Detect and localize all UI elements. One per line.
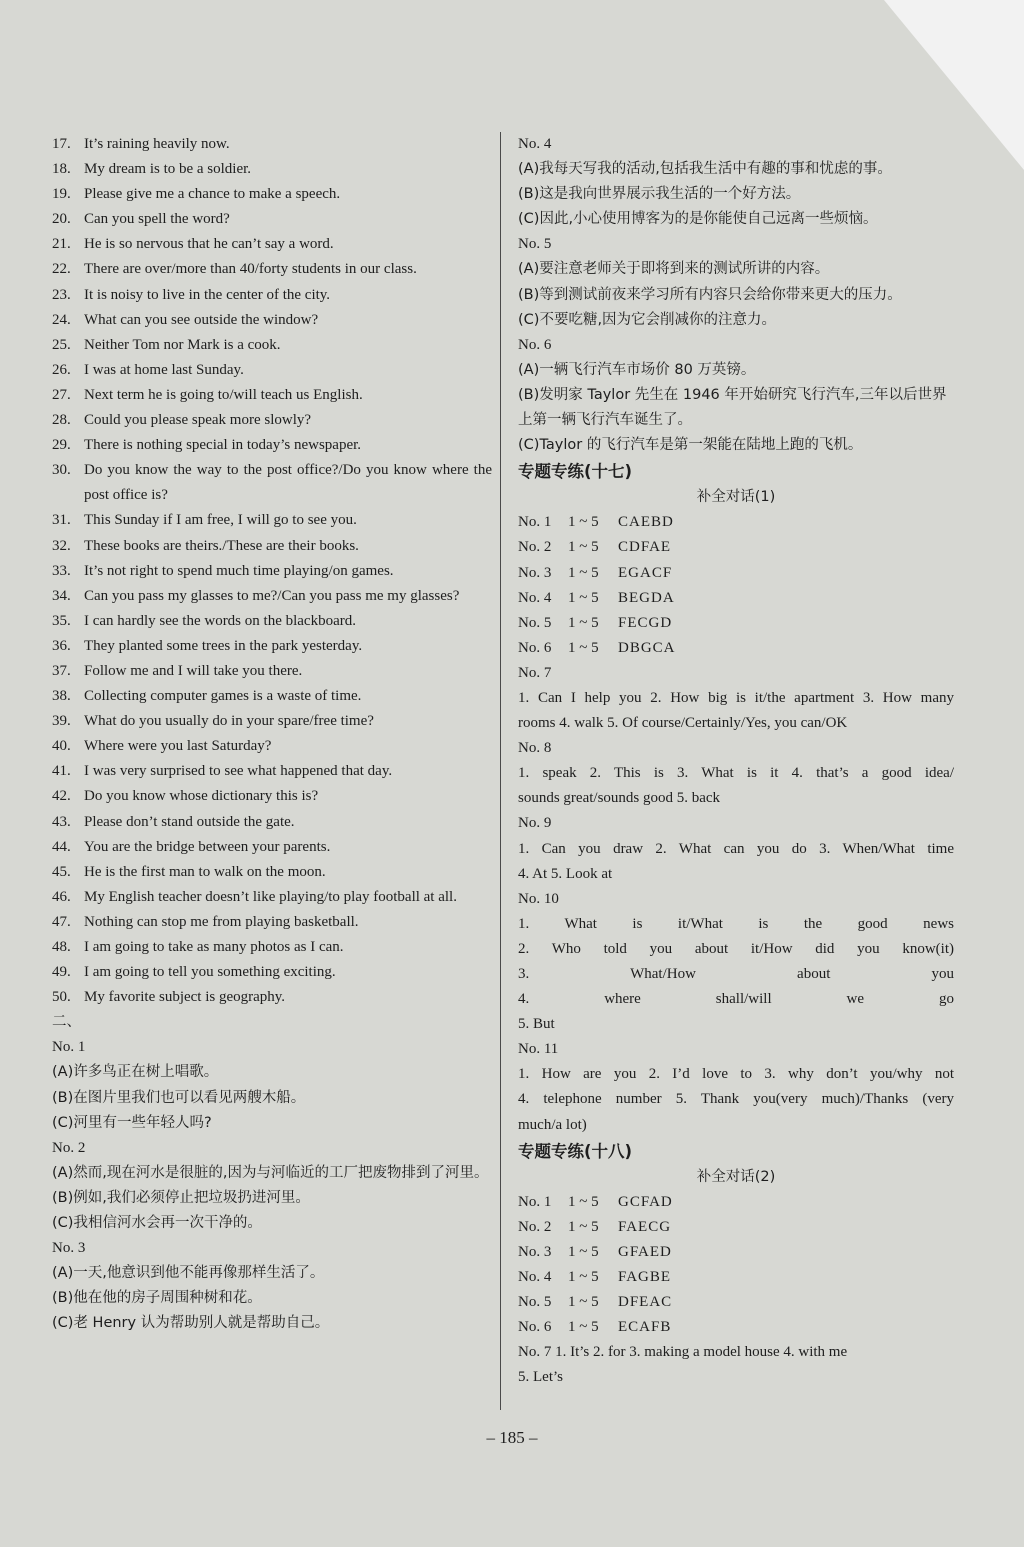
sentence-answer bbox=[52, 810, 492, 835]
sentence-text: Collecting computer games is a waste of time. bbox=[84, 688, 362, 705]
sentence-answer bbox=[52, 157, 492, 182]
sentence-answer bbox=[52, 659, 492, 684]
sentence-number: 48. bbox=[52, 939, 71, 955]
answer-row bbox=[518, 586, 954, 611]
sentence-text: These books are theirs./These are their books. bbox=[84, 537, 359, 554]
answer-letters: DBGCA bbox=[618, 639, 676, 656]
sentence-number: 29. bbox=[52, 437, 71, 454]
sentence-answer bbox=[52, 935, 492, 960]
sentence-number: 17. bbox=[52, 136, 71, 152]
answer-range: 1 ~ 5 bbox=[568, 614, 599, 631]
answer-letters: GCFAD bbox=[618, 1193, 673, 1210]
answer-row bbox=[518, 510, 954, 535]
sentence-answer bbox=[52, 835, 492, 860]
answer-letters: DFEAC bbox=[618, 1294, 673, 1311]
sentence-number: 49. bbox=[52, 964, 71, 981]
translation-number: No. 4 bbox=[518, 136, 552, 152]
answer-letters: CAEBD bbox=[618, 514, 674, 531]
translation-sentence: (C)因此,小心使用博客为的是你能使自己远离一些烦恼。 bbox=[518, 211, 878, 228]
sentence-text: I am going to tell you something exciting. bbox=[84, 964, 336, 981]
answer-range: 1 ~ 5 bbox=[568, 564, 599, 581]
answer-row bbox=[518, 1190, 954, 1215]
left-column bbox=[52, 132, 492, 1337]
answer-number: No. 5 bbox=[518, 614, 552, 631]
sentence-text: I was at home last Sunday. bbox=[84, 361, 244, 378]
translation-sentence: (A)一天,他意识到他不能再像那样生活了。 bbox=[52, 1265, 325, 1282]
answer-number: No. 1 bbox=[518, 514, 552, 531]
sentence-number: 31. bbox=[52, 512, 71, 529]
answer-number: No. 1 bbox=[518, 1193, 552, 1210]
sentence-text: Do you know the way to the post office?/Do you know where the post office is? bbox=[84, 462, 492, 504]
answer-number: No. 6 bbox=[518, 1319, 552, 1336]
answer-letters: GFAED bbox=[618, 1243, 672, 1260]
sentence-answer bbox=[52, 333, 492, 358]
sentence-answer bbox=[52, 910, 492, 935]
sentence-text: Neither Tom nor Mark is a cook. bbox=[84, 336, 281, 353]
fill-answer-line: 2. Who told you about it/How did you know(it) bbox=[518, 940, 954, 957]
sentence-text: He is the first man to walk on the moon. bbox=[84, 863, 326, 880]
translation-sentence: (A)然而,现在河水是很脏的,因为与河临近的工厂把废物排到了河里。 bbox=[52, 1164, 489, 1181]
translation-sentence: (C)我相信河水会再一次干净的。 bbox=[52, 1215, 262, 1232]
answer-number: No. 4 bbox=[518, 589, 552, 606]
translation-number: No. 5 bbox=[518, 236, 552, 253]
sentence-answer bbox=[52, 709, 492, 734]
sentence-answer bbox=[52, 132, 492, 157]
answer-letters: CDFAE bbox=[618, 539, 672, 556]
translation-sentence: (A)我每天写我的活动,包括我生活中有趣的事和忧虑的事。 bbox=[518, 161, 892, 178]
sentence-number: 50. bbox=[52, 989, 71, 1006]
sentence-text: I was very surprised to see what happened that day. bbox=[84, 763, 393, 780]
sentence-answer bbox=[52, 207, 492, 232]
sentence-answer bbox=[52, 433, 492, 458]
fill-number: No. 7 bbox=[518, 1344, 552, 1361]
answer-number: No. 3 bbox=[518, 1243, 552, 1260]
sentence-text: There is nothing special in today’s newspaper. bbox=[84, 437, 362, 454]
sentence-number: 39. bbox=[52, 713, 71, 730]
answer-row bbox=[518, 611, 954, 636]
sentence-text: They planted some trees in the park yesterday. bbox=[84, 637, 363, 654]
sentence-text: Do you know whose dictionary this is? bbox=[84, 788, 319, 805]
sentence-number: 37. bbox=[52, 662, 71, 679]
answer-letters: BEGDA bbox=[618, 589, 675, 606]
column-divider bbox=[500, 132, 501, 1410]
sentence-text: You are the bridge between your parents. bbox=[84, 838, 331, 855]
translation-number: No. 1 bbox=[52, 1039, 86, 1056]
sentence-number: 38. bbox=[52, 688, 71, 705]
fill-answer-line: 1. What is it/What is the good news bbox=[518, 915, 954, 932]
translation-sentence: (A)许多鸟正在树上唱歌。 bbox=[52, 1064, 219, 1081]
sentence-answer bbox=[52, 559, 492, 584]
sentence-number: 19. bbox=[52, 186, 71, 203]
answer-row bbox=[518, 561, 954, 586]
sentence-text: It’s not right to spend much time playing/on games. bbox=[84, 562, 394, 579]
sentence-number: 46. bbox=[52, 888, 71, 905]
answer-number: No. 3 bbox=[518, 564, 552, 581]
answer-letters: FECGD bbox=[618, 614, 673, 631]
translation-sentence: (B)等到测试前夜来学习所有内容只会给你带来更大的压力。 bbox=[518, 286, 902, 303]
sentence-text: It is noisy to live in the center of the city. bbox=[84, 286, 331, 303]
fill-number: No. 9 bbox=[518, 815, 552, 832]
sentence-number: 47. bbox=[52, 913, 71, 930]
fill-number: No. 11 bbox=[518, 1041, 559, 1058]
answer-range: 1 ~ 5 bbox=[568, 1193, 599, 1210]
translation-sentence: (C)Taylor 的飞行汽车是第一架能在陆地上跑的飞机。 bbox=[518, 437, 863, 454]
answer-number: No. 4 bbox=[518, 1269, 552, 1286]
answer-letters: EGACF bbox=[618, 564, 673, 581]
translation-number: No. 3 bbox=[52, 1240, 86, 1257]
translation-number: No. 6 bbox=[518, 336, 552, 353]
answer-row bbox=[518, 1290, 954, 1315]
fill-number: No. 10 bbox=[518, 890, 559, 907]
sentence-text: Please give me a chance to make a speech. bbox=[84, 186, 341, 203]
translation-sentence: (C)老 Henry 认为帮助别人就是帮助自己。 bbox=[52, 1315, 330, 1332]
answer-range: 1 ~ 5 bbox=[568, 539, 599, 556]
sentence-number: 21. bbox=[52, 236, 71, 253]
fill-answer-line: 1. Can I help you 2. How big is it/the apartment 3. How many bbox=[518, 689, 954, 706]
sentence-answer bbox=[52, 960, 492, 985]
fill-answer-line: rooms 4. walk 5. Of course/Certainly/Yes, you can/OK bbox=[518, 715, 848, 732]
section-title-17: 专题专练(十七) bbox=[518, 462, 633, 482]
section-title-18: 专题专练(十八) bbox=[518, 1141, 633, 1161]
answer-range: 1 ~ 5 bbox=[568, 1218, 599, 1235]
fill-answer-line: 1. speak 2. This is 3. What is it 4. that’s a good idea/ bbox=[518, 765, 954, 782]
answer-letters: FAECG bbox=[618, 1218, 672, 1235]
fill-answer-line: much/a lot) bbox=[518, 1116, 587, 1133]
part-two-label: 二、 bbox=[52, 1014, 81, 1031]
sentence-text: Follow me and I will take you there. bbox=[84, 662, 303, 679]
answer-number: No. 6 bbox=[518, 639, 552, 656]
sentence-number: 33. bbox=[52, 562, 71, 579]
fill-answer-line: 5. But bbox=[518, 1016, 555, 1033]
section-subtitle-18 bbox=[518, 1165, 954, 1190]
answer-number: No. 2 bbox=[518, 539, 552, 556]
sentence-answer bbox=[52, 634, 492, 659]
sentence-text: What can you see outside the window? bbox=[84, 311, 319, 328]
sentence-answer bbox=[52, 408, 492, 433]
sentence-answer bbox=[52, 534, 492, 559]
answer-range: 1 ~ 5 bbox=[568, 639, 599, 656]
sentence-answer bbox=[52, 734, 492, 759]
sentence-answer bbox=[52, 308, 492, 333]
sentence-answer bbox=[52, 985, 492, 1010]
answer-range: 1 ~ 5 bbox=[568, 1294, 599, 1311]
sentence-number: 36. bbox=[52, 637, 71, 654]
translation-sentence: (B)他在他的房子周围种树和花。 bbox=[52, 1290, 262, 1307]
fill-answer-line: 5. Let’s bbox=[518, 1369, 563, 1386]
sentence-number: 32. bbox=[52, 537, 71, 554]
sentence-text: It’s raining heavily now. bbox=[84, 136, 230, 152]
sentence-text: This Sunday if I am free, I will go to see you. bbox=[84, 512, 357, 529]
answer-range: 1 ~ 5 bbox=[568, 1243, 599, 1260]
answer-letters: FAGBE bbox=[618, 1269, 672, 1286]
sentence-text: He is so nervous that he can’t say a word. bbox=[84, 236, 334, 253]
subtitle-text: 补全对话(2) bbox=[696, 1168, 776, 1185]
sentence-answer bbox=[52, 182, 492, 207]
sentence-number: 45. bbox=[52, 863, 71, 880]
translation-sentence: (B)这是我向世界展示我生活的一个好方法。 bbox=[518, 186, 801, 203]
answer-range: 1 ~ 5 bbox=[568, 1269, 599, 1286]
sentence-text: My English teacher doesn’t like playing/to play football at all. bbox=[84, 888, 457, 905]
answer-number: No. 5 bbox=[518, 1294, 552, 1311]
sentence-answer bbox=[52, 784, 492, 809]
sentence-text: I can hardly see the words on the blackboard. bbox=[84, 612, 356, 629]
section-subtitle-17 bbox=[518, 485, 954, 510]
sentence-answer bbox=[52, 257, 492, 282]
fill-answer-text: 1. It’s 2. for 3. making a model house 4. with me bbox=[555, 1344, 848, 1361]
sentence-answer bbox=[52, 609, 492, 634]
answer-row bbox=[518, 1315, 954, 1340]
answer-row bbox=[518, 1265, 954, 1290]
sentence-text: I am going to take as many photos as I can. bbox=[84, 939, 344, 955]
answer-range: 1 ~ 5 bbox=[568, 514, 599, 531]
sentence-text: My favorite subject is geography. bbox=[84, 989, 286, 1006]
sentence-answer bbox=[52, 508, 492, 533]
subtitle-text: 补全对话(1) bbox=[696, 489, 776, 506]
sentence-number: 34. bbox=[52, 587, 71, 604]
sentence-text: Can you spell the word? bbox=[84, 211, 230, 228]
answer-range: 1 ~ 5 bbox=[568, 589, 599, 606]
sentence-answer bbox=[52, 885, 492, 910]
right-column bbox=[518, 132, 954, 1391]
fill-answer-line: 1. How are you 2. I’d love to 3. why don’t you/why not bbox=[518, 1066, 954, 1083]
sentence-text: Please don’t stand outside the gate. bbox=[84, 813, 295, 830]
sentence-answer bbox=[52, 283, 492, 308]
sentence-number: 43. bbox=[52, 813, 71, 830]
translation-sentence: (C)河里有一些年轻人吗? bbox=[52, 1114, 212, 1131]
fill-answer-line: 1. Can you draw 2. What can you do 3. When/What time bbox=[518, 840, 954, 857]
translation-sentence: (B)在图片里我们也可以看见两艘木船。 bbox=[52, 1089, 306, 1106]
sentence-answer bbox=[52, 759, 492, 784]
sentence-answer bbox=[52, 232, 492, 257]
sentence-text: Where were you last Saturday? bbox=[84, 738, 272, 755]
sentence-number: 35. bbox=[52, 612, 71, 629]
sentence-number: 27. bbox=[52, 386, 71, 403]
answer-number: No. 2 bbox=[518, 1218, 552, 1235]
sentence-text: Next term he is going to/will teach us English. bbox=[84, 386, 363, 403]
sentence-text: There are over/more than 40/forty students in our class. bbox=[84, 261, 417, 278]
translation-sentence: (B)发明家 Taylor 先生在 1946 年开始研究飞行汽车,三年以后世界上第一辆飞行汽车诞生了。 bbox=[518, 386, 947, 429]
fill-number: No. 7 bbox=[518, 664, 552, 681]
sentence-number: 42. bbox=[52, 788, 71, 805]
fill-number: No. 8 bbox=[518, 740, 552, 757]
fill-answer-line: 4. At 5. Look at bbox=[518, 865, 613, 882]
translation-sentence: (B)例如,我们必须停止把垃圾扔进河里。 bbox=[52, 1189, 310, 1206]
answer-range: 1 ~ 5 bbox=[568, 1319, 599, 1336]
translation-number: No. 2 bbox=[52, 1139, 86, 1156]
sentence-answer bbox=[52, 684, 492, 709]
sentence-text: What do you usually do in your spare/free time? bbox=[84, 713, 374, 730]
sentence-answer bbox=[52, 358, 492, 383]
answer-row bbox=[518, 1240, 954, 1265]
sentence-number: 26. bbox=[52, 361, 71, 378]
sentence-number: 40. bbox=[52, 738, 71, 755]
sentence-answer bbox=[52, 458, 492, 508]
fill-answer-line: 4. telephone number 5. Thank you(very much)/Thanks (very bbox=[518, 1091, 954, 1108]
translation-sentence: (C)不要吃糖,因为它会削减你的注意力。 bbox=[518, 311, 777, 328]
page-number: – 185 – bbox=[486, 1428, 538, 1447]
sentence-number: 30. bbox=[52, 462, 71, 479]
sentence-text: Can you pass my glasses to me?/Can you pass me my glasses? bbox=[84, 587, 460, 604]
answer-row bbox=[518, 535, 954, 560]
translation-sentence: (A)要注意老师关于即将到来的测试所讲的内容。 bbox=[518, 261, 830, 278]
sentence-answer bbox=[52, 383, 492, 408]
answer-letters: ECAFB bbox=[618, 1319, 672, 1336]
sentence-text: Could you please speak more slowly? bbox=[84, 412, 312, 429]
sentence-answer bbox=[52, 584, 492, 609]
sentence-number: 18. bbox=[52, 161, 71, 178]
fill-answer-line: sounds great/sounds good 5. back bbox=[518, 790, 721, 807]
sentence-text: Nothing can stop me from playing basketball. bbox=[84, 913, 359, 930]
fill-answer-line: 4. where shall/will we go bbox=[518, 991, 954, 1008]
fill-answer-line: 3. What/How about you bbox=[518, 966, 954, 982]
answer-row bbox=[518, 1215, 954, 1240]
sentence-number: 20. bbox=[52, 211, 71, 228]
sentence-number: 44. bbox=[52, 838, 71, 855]
sentence-number: 24. bbox=[52, 311, 71, 328]
sentence-text: My dream is to be a soldier. bbox=[84, 161, 252, 178]
fill-answer-line bbox=[518, 1340, 954, 1365]
sentence-number: 25. bbox=[52, 336, 71, 353]
sentence-number: 41. bbox=[52, 763, 71, 780]
sentence-number: 28. bbox=[52, 412, 71, 429]
sentence-number: 22. bbox=[52, 261, 71, 278]
translation-sentence: (A)一辆飞行汽车市场价 80 万英镑。 bbox=[518, 361, 756, 378]
sentence-number: 23. bbox=[52, 286, 71, 303]
sentence-answer bbox=[52, 860, 492, 885]
answer-row bbox=[518, 636, 954, 661]
